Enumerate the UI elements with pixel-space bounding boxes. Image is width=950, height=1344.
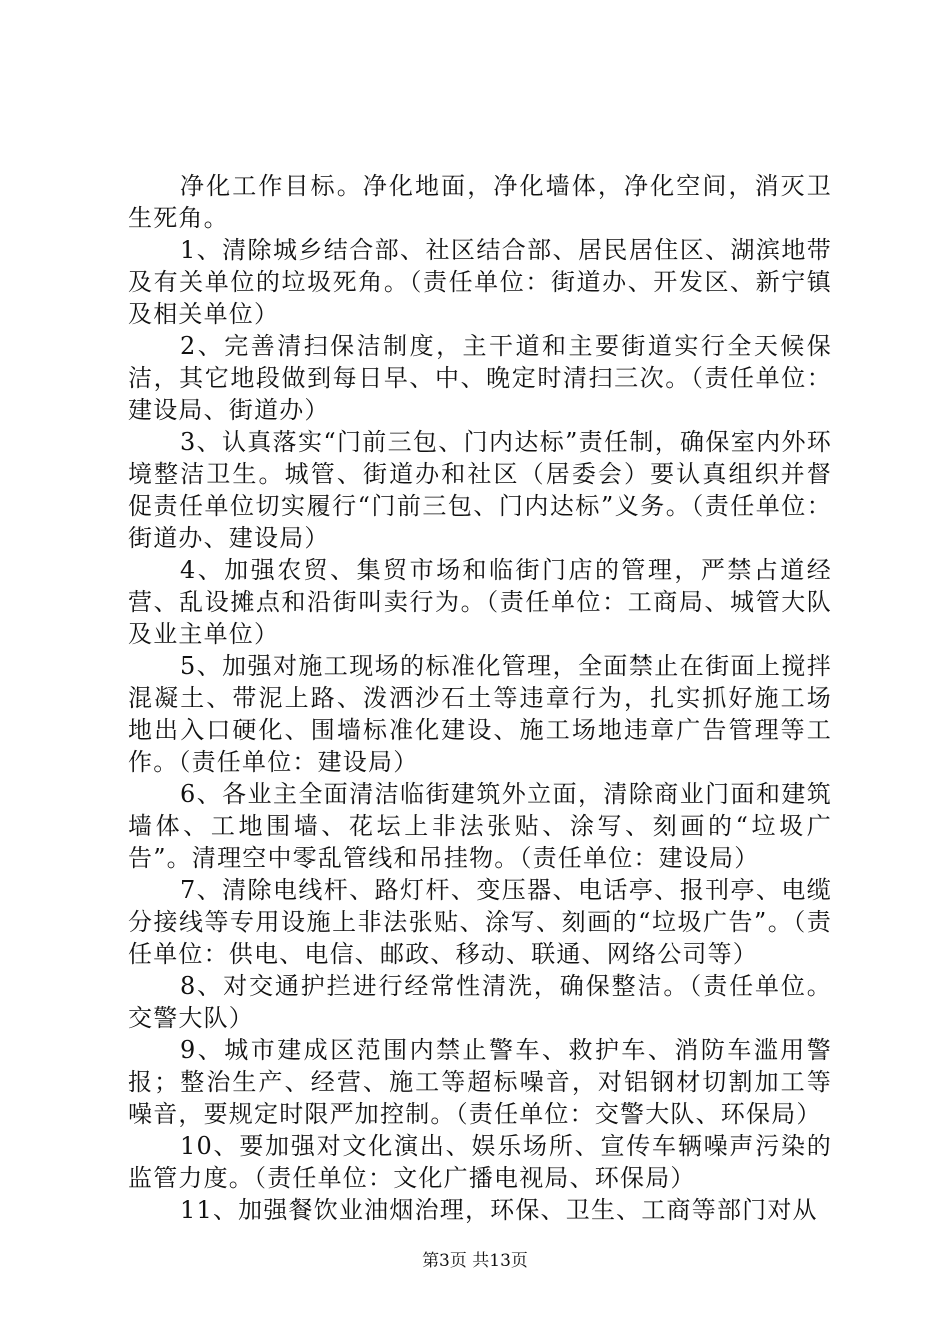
paragraph-item-7: 7、清除电线杆、路灯杆、变压器、电话亭、报刊亭、电缆分接线等专用设施上非法张贴、涂写、刻画的“垃圾广告”。（责任单位：供电、电信、邮政、移动、联通、网络公司等）	[128, 876, 832, 968]
paragraph-item-2: 2、完善清扫保洁制度，主干道和主要街道实行全天候保洁，其它地段做到每日早、中、晚定时清扫三次。（责任单位：建设局、街道办）	[128, 332, 832, 424]
paragraph-item-3: 3、认真落实“门前三包、门内达标”责任制，确保室内外环境整洁卫生。城管、街道办和社区（居委会）要认真组织并督促责任单位切实履行“门前三包、门内达标”义务。（责任单位：街道办、建设局）	[128, 428, 832, 552]
paragraph-item-8: 8、对交通护拦进行经常性清洗，确保整洁。（责任单位。交警大队）	[128, 972, 832, 1032]
paragraph-item-5: 5、加强对施工现场的标准化管理，全面禁止在街面上搅拌混凝土、带泥上路、泼洒沙石土等违章行为，扎实抓好施工场地出入口硬化、围墙标准化建设、施工场地违章广告管理等工作。（责任单位：建设局）	[128, 652, 832, 776]
paragraph-item-11: 11、加强餐饮业油烟治理，环保、卫生、工商等部门对从	[180, 1196, 818, 1224]
paragraph-item-1: 1、清除城乡结合部、社区结合部、居民居住区、湖滨地带及有关单位的垃圾死角。（责任单位：街道办、开发区、新宁镇及相关单位）	[128, 236, 832, 328]
paragraph-item-6: 6、各业主全面清洁临街建筑外立面，清除商业门面和建筑墙体、工地围墙、花坛上非法张贴、涂写、刻画的“垃圾广告”。清理空中零乱管线和吊挂物。（责任单位：建设局）	[128, 780, 832, 872]
paragraph-item-4: 4、加强农贸、集贸市场和临街门店的管理，严禁占道经营、乱设摊点和沿街叫卖行为。（责任单位：工商局、城管大队及业主单位）	[128, 556, 832, 648]
paragraph-item-9: 9、城市建成区范围内禁止警车、救护车、消防车滥用警报；整治生产、经营、施工等超标噪音，对铝钢材切割加工等噪音，要规定时限严加控制。（责任单位：交警大队、环保局）	[128, 1036, 832, 1128]
document-body	[128, 170, 832, 1226]
page-number-footer: 第3页 共13页	[422, 1251, 528, 1271]
paragraph-item-10: 10、要加强对文化演出、娱乐场所、宣传车辆噪声污染的监管力度。（责任单位：文化广播电视局、环保局）	[128, 1132, 832, 1192]
paragraph-goal: 净化工作目标。净化地面，净化墙体，净化空间，消灭卫生死角。	[128, 172, 832, 232]
